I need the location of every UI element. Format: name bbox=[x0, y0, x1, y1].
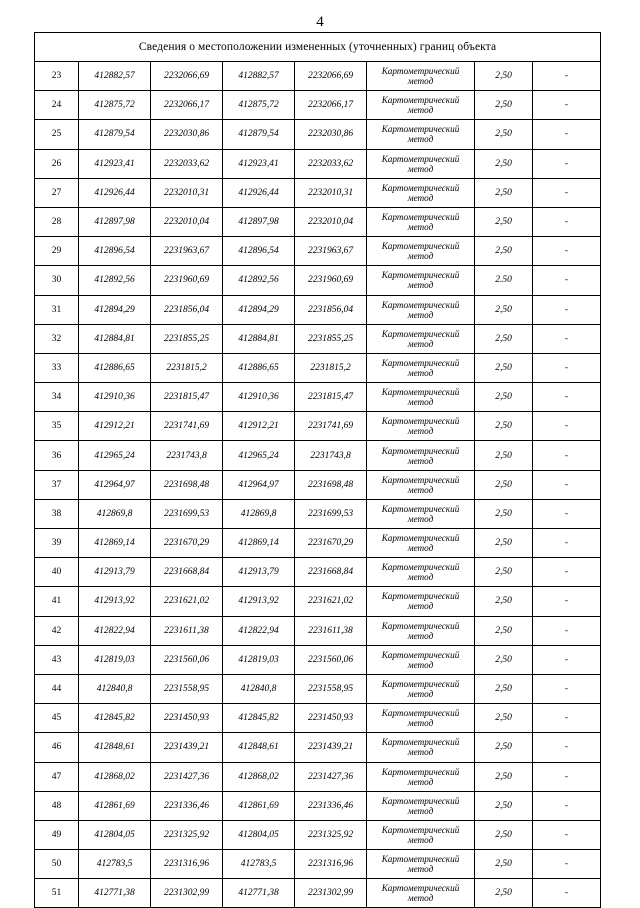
point-number-cell: 40 bbox=[35, 558, 79, 587]
accuracy-cell: 2,50 bbox=[475, 645, 533, 674]
refined-x-cell: 412840,8 bbox=[223, 674, 295, 703]
table-row bbox=[35, 645, 601, 674]
accuracy-cell: 2,50 bbox=[475, 470, 533, 499]
table-row bbox=[35, 850, 601, 879]
method-cell: Картометрический метод bbox=[367, 616, 475, 645]
existing-y-cell: 2231450,93 bbox=[151, 704, 223, 733]
refined-y-cell: 2231699,53 bbox=[295, 499, 367, 528]
existing-y-cell: 2232030,86 bbox=[151, 120, 223, 149]
existing-y-cell: 2231855,25 bbox=[151, 324, 223, 353]
point-number-cell: 41 bbox=[35, 587, 79, 616]
method-cell: Картометрический метод bbox=[367, 441, 475, 470]
accuracy-cell: 2,50 bbox=[475, 178, 533, 207]
method-cell: Картометрический метод bbox=[367, 237, 475, 266]
refined-x-cell: 412886,65 bbox=[223, 353, 295, 382]
point-number-cell: 34 bbox=[35, 383, 79, 412]
existing-x-cell: 412869,14 bbox=[79, 529, 151, 558]
existing-x-cell: 412875,72 bbox=[79, 91, 151, 120]
note-cell: - bbox=[533, 850, 601, 879]
refined-x-cell: 412875,72 bbox=[223, 91, 295, 120]
method-cell: Картометрический метод bbox=[367, 62, 475, 91]
method-cell: Картометрический метод bbox=[367, 353, 475, 382]
table-row bbox=[35, 120, 601, 149]
refined-x-cell: 412894,29 bbox=[223, 295, 295, 324]
refined-x-cell: 412964,97 bbox=[223, 470, 295, 499]
refined-y-cell: 2231960,69 bbox=[295, 266, 367, 295]
point-number-cell: 30 bbox=[35, 266, 79, 295]
refined-x-cell: 412869,8 bbox=[223, 499, 295, 528]
existing-y-cell: 2231302,99 bbox=[151, 879, 223, 908]
existing-y-cell: 2232033,62 bbox=[151, 149, 223, 178]
refined-x-cell: 412913,79 bbox=[223, 558, 295, 587]
point-number-cell: 48 bbox=[35, 791, 79, 820]
existing-x-cell: 412848,61 bbox=[79, 733, 151, 762]
table-row bbox=[35, 733, 601, 762]
refined-y-cell: 2231316,96 bbox=[295, 850, 367, 879]
point-number-cell: 29 bbox=[35, 237, 79, 266]
method-cell: Картометрический метод bbox=[367, 645, 475, 674]
existing-x-cell: 412965,24 bbox=[79, 441, 151, 470]
accuracy-cell: 2,50 bbox=[475, 850, 533, 879]
point-number-cell: 43 bbox=[35, 645, 79, 674]
point-number-cell: 50 bbox=[35, 850, 79, 879]
method-cell: Картометрический метод bbox=[367, 704, 475, 733]
method-cell: Картометрический метод bbox=[367, 120, 475, 149]
existing-y-cell: 2231560,06 bbox=[151, 645, 223, 674]
refined-x-cell: 412868,02 bbox=[223, 762, 295, 791]
existing-x-cell: 412869,8 bbox=[79, 499, 151, 528]
point-number-cell: 36 bbox=[35, 441, 79, 470]
note-cell: - bbox=[533, 558, 601, 587]
existing-y-cell: 2231558,95 bbox=[151, 674, 223, 703]
accuracy-cell: 2,50 bbox=[475, 674, 533, 703]
existing-y-cell: 2231336,46 bbox=[151, 791, 223, 820]
existing-y-cell: 2231815,47 bbox=[151, 383, 223, 412]
refined-y-cell: 2231698,48 bbox=[295, 470, 367, 499]
refined-y-cell: 2231815,47 bbox=[295, 383, 367, 412]
method-cell: Картометрический метод bbox=[367, 762, 475, 791]
accuracy-cell: 2,50 bbox=[475, 499, 533, 528]
refined-x-cell: 412845,82 bbox=[223, 704, 295, 733]
existing-y-cell: 2231741,69 bbox=[151, 412, 223, 441]
table-row bbox=[35, 499, 601, 528]
existing-x-cell: 412868,02 bbox=[79, 762, 151, 791]
existing-y-cell: 2231427,36 bbox=[151, 762, 223, 791]
accuracy-cell: 2,50 bbox=[475, 324, 533, 353]
table-row bbox=[35, 791, 601, 820]
existing-y-cell: 2231963,67 bbox=[151, 237, 223, 266]
refined-x-cell: 412822,94 bbox=[223, 616, 295, 645]
accuracy-cell: 2,50 bbox=[475, 587, 533, 616]
table-row bbox=[35, 178, 601, 207]
note-cell: - bbox=[533, 120, 601, 149]
note-cell: - bbox=[533, 616, 601, 645]
accuracy-cell: 2,50 bbox=[475, 62, 533, 91]
table-row bbox=[35, 207, 601, 236]
refined-y-cell: 2231668,84 bbox=[295, 558, 367, 587]
accuracy-cell: 2,50 bbox=[475, 383, 533, 412]
point-number-cell: 33 bbox=[35, 353, 79, 382]
refined-x-cell: 412913,92 bbox=[223, 587, 295, 616]
table-row bbox=[35, 237, 601, 266]
refined-y-cell: 2231560,06 bbox=[295, 645, 367, 674]
note-cell: - bbox=[533, 820, 601, 849]
note-cell: - bbox=[533, 529, 601, 558]
refined-y-cell: 2231743,8 bbox=[295, 441, 367, 470]
existing-x-cell: 412804,05 bbox=[79, 820, 151, 849]
existing-y-cell: 2231699,53 bbox=[151, 499, 223, 528]
point-number-cell: 25 bbox=[35, 120, 79, 149]
refined-y-cell: 2231670,29 bbox=[295, 529, 367, 558]
accuracy-cell: 2,50 bbox=[475, 529, 533, 558]
note-cell: - bbox=[533, 91, 601, 120]
existing-x-cell: 412964,97 bbox=[79, 470, 151, 499]
existing-x-cell: 412819,03 bbox=[79, 645, 151, 674]
refined-y-cell: 2232066,17 bbox=[295, 91, 367, 120]
table-title: Сведения о местоположении измененных (уточненных) границ объекта bbox=[35, 33, 601, 62]
note-cell: - bbox=[533, 149, 601, 178]
note-cell: - bbox=[533, 791, 601, 820]
refined-y-cell: 2232033,62 bbox=[295, 149, 367, 178]
note-cell: - bbox=[533, 762, 601, 791]
point-number-cell: 45 bbox=[35, 704, 79, 733]
point-number-cell: 46 bbox=[35, 733, 79, 762]
note-cell: - bbox=[533, 587, 601, 616]
table-row bbox=[35, 149, 601, 178]
accuracy-cell: 2,50 bbox=[475, 412, 533, 441]
refined-y-cell: 2231621,02 bbox=[295, 587, 367, 616]
note-cell: - bbox=[533, 237, 601, 266]
refined-x-cell: 412965,24 bbox=[223, 441, 295, 470]
existing-y-cell: 2232066,17 bbox=[151, 91, 223, 120]
existing-x-cell: 412879,54 bbox=[79, 120, 151, 149]
table-row bbox=[35, 879, 601, 908]
refined-y-cell: 2231815,2 bbox=[295, 353, 367, 382]
existing-x-cell: 412882,57 bbox=[79, 62, 151, 91]
refined-y-cell: 2231856,04 bbox=[295, 295, 367, 324]
table-row bbox=[35, 674, 601, 703]
refined-y-cell: 2232010,31 bbox=[295, 178, 367, 207]
note-cell: - bbox=[533, 879, 601, 908]
method-cell: Картометрический метод bbox=[367, 412, 475, 441]
boundary-coordinates-table bbox=[34, 32, 601, 908]
table-row bbox=[35, 353, 601, 382]
method-cell: Картометрический метод bbox=[367, 850, 475, 879]
refined-x-cell: 412819,03 bbox=[223, 645, 295, 674]
existing-y-cell: 2231316,96 bbox=[151, 850, 223, 879]
method-cell: Картометрический метод bbox=[367, 499, 475, 528]
note-cell: - bbox=[533, 62, 601, 91]
note-cell: - bbox=[533, 733, 601, 762]
table-row bbox=[35, 616, 601, 645]
point-number-cell: 39 bbox=[35, 529, 79, 558]
refined-x-cell: 412896,54 bbox=[223, 237, 295, 266]
method-cell: Картометрический метод bbox=[367, 733, 475, 762]
table-row bbox=[35, 587, 601, 616]
accuracy-cell: 2,50 bbox=[475, 295, 533, 324]
table-row bbox=[35, 558, 601, 587]
refined-y-cell: 2232066,69 bbox=[295, 62, 367, 91]
existing-x-cell: 412896,54 bbox=[79, 237, 151, 266]
existing-y-cell: 2231325,92 bbox=[151, 820, 223, 849]
existing-x-cell: 412912,21 bbox=[79, 412, 151, 441]
point-number-cell: 37 bbox=[35, 470, 79, 499]
refined-x-cell: 412771,38 bbox=[223, 879, 295, 908]
method-cell: Картометрический метод bbox=[367, 529, 475, 558]
method-cell: Картометрический метод bbox=[367, 791, 475, 820]
method-cell: Картометрический метод bbox=[367, 324, 475, 353]
table-row bbox=[35, 91, 601, 120]
refined-y-cell: 2232030,86 bbox=[295, 120, 367, 149]
point-number-cell: 51 bbox=[35, 879, 79, 908]
method-cell: Картометрический метод bbox=[367, 149, 475, 178]
refined-x-cell: 412910,36 bbox=[223, 383, 295, 412]
accuracy-cell: 2,50 bbox=[475, 558, 533, 587]
refined-x-cell: 412848,61 bbox=[223, 733, 295, 762]
existing-x-cell: 412845,82 bbox=[79, 704, 151, 733]
existing-x-cell: 412923,41 bbox=[79, 149, 151, 178]
note-cell: - bbox=[533, 295, 601, 324]
refined-x-cell: 412804,05 bbox=[223, 820, 295, 849]
existing-y-cell: 2231743,8 bbox=[151, 441, 223, 470]
refined-y-cell: 2231325,92 bbox=[295, 820, 367, 849]
point-number-cell: 28 bbox=[35, 207, 79, 236]
method-cell: Картометрический метод bbox=[367, 295, 475, 324]
accuracy-cell: 2,50 bbox=[475, 149, 533, 178]
table-row bbox=[35, 412, 601, 441]
point-number-cell: 31 bbox=[35, 295, 79, 324]
refined-y-cell: 2231427,36 bbox=[295, 762, 367, 791]
table-row bbox=[35, 441, 601, 470]
refined-y-cell: 2231855,25 bbox=[295, 324, 367, 353]
point-number-cell: 42 bbox=[35, 616, 79, 645]
refined-x-cell: 412879,54 bbox=[223, 120, 295, 149]
accuracy-cell: 2,50 bbox=[475, 120, 533, 149]
accuracy-cell: 2,50 bbox=[475, 91, 533, 120]
refined-y-cell: 2231439,21 bbox=[295, 733, 367, 762]
existing-y-cell: 2231611,38 bbox=[151, 616, 223, 645]
page-number: 4 bbox=[316, 14, 324, 30]
note-cell: - bbox=[533, 353, 601, 382]
refined-y-cell: 2231336,46 bbox=[295, 791, 367, 820]
table-row bbox=[35, 295, 601, 324]
method-cell: Картометрический метод bbox=[367, 587, 475, 616]
existing-x-cell: 412822,94 bbox=[79, 616, 151, 645]
refined-x-cell: 412897,98 bbox=[223, 207, 295, 236]
point-number-cell: 49 bbox=[35, 820, 79, 849]
accuracy-cell: 2.50 bbox=[475, 266, 533, 295]
table-row bbox=[35, 324, 601, 353]
note-cell: - bbox=[533, 674, 601, 703]
method-cell: Картометрический метод bbox=[367, 383, 475, 412]
accuracy-cell: 2,50 bbox=[475, 733, 533, 762]
existing-x-cell: 412894,29 bbox=[79, 295, 151, 324]
existing-x-cell: 412771,38 bbox=[79, 879, 151, 908]
existing-x-cell: 412884,81 bbox=[79, 324, 151, 353]
note-cell: - bbox=[533, 470, 601, 499]
refined-y-cell: 2231450,93 bbox=[295, 704, 367, 733]
table-row bbox=[35, 62, 601, 91]
note-cell: - bbox=[533, 266, 601, 295]
existing-x-cell: 412913,92 bbox=[79, 587, 151, 616]
existing-y-cell: 2231621,02 bbox=[151, 587, 223, 616]
table-row bbox=[35, 529, 601, 558]
method-cell: Картометрический метод bbox=[367, 820, 475, 849]
method-cell: Картометрический метод bbox=[367, 674, 475, 703]
accuracy-cell: 2,50 bbox=[475, 237, 533, 266]
note-cell: - bbox=[533, 645, 601, 674]
existing-x-cell: 412840,8 bbox=[79, 674, 151, 703]
point-number-cell: 24 bbox=[35, 91, 79, 120]
table-row bbox=[35, 470, 601, 499]
accuracy-cell: 2,50 bbox=[475, 207, 533, 236]
table-row bbox=[35, 704, 601, 733]
note-cell: - bbox=[533, 412, 601, 441]
note-cell: - bbox=[533, 207, 601, 236]
existing-x-cell: 412783,5 bbox=[79, 850, 151, 879]
existing-y-cell: 2231439,21 bbox=[151, 733, 223, 762]
accuracy-cell: 2,50 bbox=[475, 879, 533, 908]
note-cell: - bbox=[533, 441, 601, 470]
existing-x-cell: 412913,79 bbox=[79, 558, 151, 587]
table-row bbox=[35, 266, 601, 295]
existing-y-cell: 2232066,69 bbox=[151, 62, 223, 91]
note-cell: - bbox=[533, 499, 601, 528]
method-cell: Картометрический метод bbox=[367, 266, 475, 295]
refined-y-cell: 2231302,99 bbox=[295, 879, 367, 908]
refined-x-cell: 412912,21 bbox=[223, 412, 295, 441]
point-number-cell: 32 bbox=[35, 324, 79, 353]
table-row bbox=[35, 383, 601, 412]
method-cell: Картометрический метод bbox=[367, 470, 475, 499]
refined-x-cell: 412892,56 bbox=[223, 266, 295, 295]
refined-x-cell: 412861,69 bbox=[223, 791, 295, 820]
refined-y-cell: 2231611,38 bbox=[295, 616, 367, 645]
refined-y-cell: 2231963,67 bbox=[295, 237, 367, 266]
existing-x-cell: 412910,36 bbox=[79, 383, 151, 412]
accuracy-cell: 2,50 bbox=[475, 704, 533, 733]
method-cell: Картометрический метод bbox=[367, 207, 475, 236]
existing-y-cell: 2232010,31 bbox=[151, 178, 223, 207]
existing-y-cell: 2231668,84 bbox=[151, 558, 223, 587]
refined-x-cell: 412783,5 bbox=[223, 850, 295, 879]
method-cell: Картометрический метод bbox=[367, 178, 475, 207]
existing-y-cell: 2232010,04 bbox=[151, 207, 223, 236]
method-cell: Картометрический метод bbox=[367, 879, 475, 908]
existing-y-cell: 2231670,29 bbox=[151, 529, 223, 558]
note-cell: - bbox=[533, 383, 601, 412]
point-number-cell: 26 bbox=[35, 149, 79, 178]
point-number-cell: 47 bbox=[35, 762, 79, 791]
existing-x-cell: 412892,56 bbox=[79, 266, 151, 295]
refined-x-cell: 412923,41 bbox=[223, 149, 295, 178]
note-cell: - bbox=[533, 178, 601, 207]
refined-x-cell: 412869,14 bbox=[223, 529, 295, 558]
refined-y-cell: 2231558,95 bbox=[295, 674, 367, 703]
point-number-cell: 44 bbox=[35, 674, 79, 703]
accuracy-cell: 2,50 bbox=[475, 791, 533, 820]
existing-y-cell: 2231856,04 bbox=[151, 295, 223, 324]
method-cell: Картометрический метод bbox=[367, 558, 475, 587]
note-cell: - bbox=[533, 704, 601, 733]
refined-x-cell: 412882,57 bbox=[223, 62, 295, 91]
refined-x-cell: 412926,44 bbox=[223, 178, 295, 207]
existing-y-cell: 2231698,48 bbox=[151, 470, 223, 499]
existing-x-cell: 412897,98 bbox=[79, 207, 151, 236]
method-cell: Картометрический метод bbox=[367, 91, 475, 120]
existing-y-cell: 2231815,2 bbox=[151, 353, 223, 382]
accuracy-cell: 2,50 bbox=[475, 820, 533, 849]
refined-y-cell: 2232010,04 bbox=[295, 207, 367, 236]
existing-y-cell: 2231960,69 bbox=[151, 266, 223, 295]
note-cell: - bbox=[533, 324, 601, 353]
accuracy-cell: 2,50 bbox=[475, 353, 533, 382]
existing-x-cell: 412861,69 bbox=[79, 791, 151, 820]
existing-x-cell: 412886,65 bbox=[79, 353, 151, 382]
accuracy-cell: 2,50 bbox=[475, 441, 533, 470]
point-number-cell: 35 bbox=[35, 412, 79, 441]
table-row bbox=[35, 820, 601, 849]
table-row bbox=[35, 762, 601, 791]
accuracy-cell: 2,50 bbox=[475, 762, 533, 791]
accuracy-cell: 2,50 bbox=[475, 616, 533, 645]
refined-x-cell: 412884,81 bbox=[223, 324, 295, 353]
point-number-cell: 23 bbox=[35, 62, 79, 91]
refined-y-cell: 2231741,69 bbox=[295, 412, 367, 441]
point-number-cell: 38 bbox=[35, 499, 79, 528]
point-number-cell: 27 bbox=[35, 178, 79, 207]
existing-x-cell: 412926,44 bbox=[79, 178, 151, 207]
